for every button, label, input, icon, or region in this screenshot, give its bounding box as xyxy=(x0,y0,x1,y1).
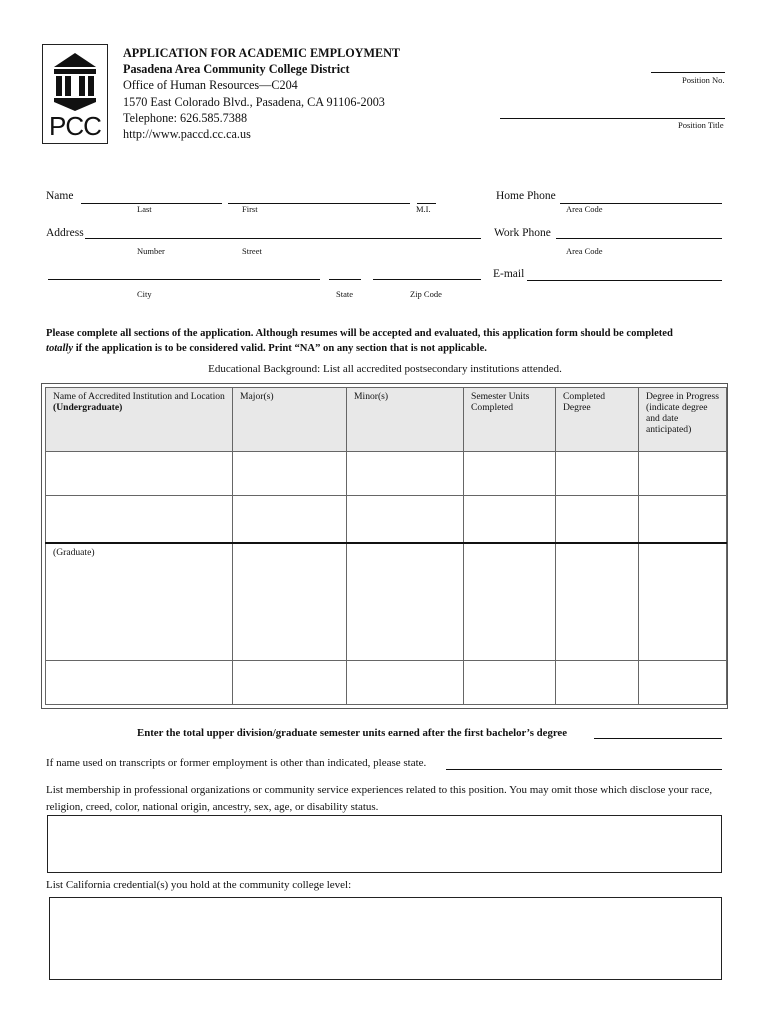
street-caption: Street xyxy=(242,246,262,256)
city-input[interactable] xyxy=(48,265,320,280)
last-caption: Last xyxy=(137,204,152,214)
table-cell[interactable] xyxy=(233,543,347,660)
graduate-row xyxy=(46,660,727,704)
table-cell[interactable] xyxy=(464,543,556,660)
number-caption: Number xyxy=(137,246,165,256)
office-telephone: Telephone: 626.585.7388 xyxy=(123,110,248,125)
position-no-input[interactable] xyxy=(651,58,725,73)
instructions-totally: totally xyxy=(46,342,74,354)
table-cell[interactable] xyxy=(639,543,727,660)
first-caption: First xyxy=(242,204,258,214)
district-name: Pasadena Area Community College District xyxy=(123,62,350,77)
last-name-input[interactable] xyxy=(81,189,222,204)
degree-header: Completed Degree xyxy=(556,388,639,452)
home-phone-input[interactable] xyxy=(560,189,722,204)
upper-units-input[interactable] xyxy=(594,724,722,739)
middle-initial-input[interactable] xyxy=(417,189,436,204)
name-label: Name xyxy=(46,190,74,202)
graduate-row xyxy=(46,543,727,660)
table-cell[interactable] xyxy=(556,660,639,704)
address-label: Address xyxy=(46,227,84,239)
table-cell[interactable] xyxy=(46,452,233,496)
education-table xyxy=(41,383,728,709)
table-cell[interactable] xyxy=(233,496,347,543)
membership-textbox[interactable] xyxy=(47,815,722,873)
work-area-code-caption: Area Code xyxy=(566,246,603,256)
table-cell[interactable] xyxy=(556,496,639,543)
institution-header xyxy=(46,388,233,452)
progress-header: Degree in Progress (indicate degree and date anticipated) xyxy=(639,388,727,452)
instructions xyxy=(46,327,736,356)
upper-units-label: Enter the total upper division/graduate semester units earned after the first bachelor’s degree xyxy=(137,727,568,739)
position-no-label: Position No. xyxy=(682,75,725,85)
form-title: APPLICATION FOR ACADEMIC EMPLOYMENT xyxy=(123,46,401,60)
email-label: E-mail xyxy=(493,268,525,280)
undergrad-row xyxy=(46,496,727,543)
logo-text: PCC xyxy=(49,111,101,141)
instructions-line2: if the application is to be considered valid. Print “NA” on any section that is not applicable. xyxy=(73,342,487,354)
institution-header-text: Name of Accredited Institution and Location xyxy=(53,391,225,402)
first-name-input[interactable] xyxy=(228,189,410,204)
credentials-textbox[interactable] xyxy=(49,897,722,980)
minors-header: Minor(s) xyxy=(347,388,464,452)
table-cell[interactable] xyxy=(639,452,727,496)
office-website: http://www.paccd.cc.ca.us xyxy=(123,127,251,142)
education-caption: Educational Background: List all accredited postsecondary institutions attended. xyxy=(208,363,562,375)
credentials-label: List California credential(s) you hold at the community college level: xyxy=(46,879,352,891)
education-header-row xyxy=(46,388,727,452)
graduate-label-cell[interactable] xyxy=(46,543,233,660)
table-cell[interactable] xyxy=(347,452,464,496)
table-cell[interactable] xyxy=(556,452,639,496)
table-cell[interactable] xyxy=(347,496,464,543)
state-input[interactable] xyxy=(329,265,361,280)
table-cell[interactable] xyxy=(556,543,639,660)
other-name-input[interactable] xyxy=(446,755,722,770)
table-cell[interactable] xyxy=(347,660,464,704)
home-phone-label: Home Phone xyxy=(496,190,556,202)
office-address: 1570 East Colorado Blvd., Pasadena, CA 91106-2003 xyxy=(123,94,385,109)
city-caption: City xyxy=(137,289,152,299)
membership-label: List membership in professional organizations or community service experiences related to this position. You may omit those which disclose your race, religion, creed, color, national origin, ancestry, sex, age, or disability status. xyxy=(46,784,713,813)
table-cell[interactable] xyxy=(46,496,233,543)
table-cell[interactable] xyxy=(46,660,233,704)
pcc-logo xyxy=(42,44,108,144)
other-name-label: If name used on transcripts or former employment is other than indicated, please state. xyxy=(46,757,427,769)
position-title-label: Position Title xyxy=(678,120,724,130)
state-caption: State xyxy=(336,289,353,299)
undergrad-row xyxy=(46,452,727,496)
table-cell[interactable] xyxy=(464,452,556,496)
units-header: Semester Units Completed xyxy=(464,388,556,452)
mi-caption: M.I. xyxy=(416,204,431,214)
majors-header: Major(s) xyxy=(233,388,347,452)
table-cell[interactable] xyxy=(347,543,464,660)
office-name: Office of Human Resources—C204 xyxy=(123,78,298,93)
table-cell[interactable] xyxy=(639,496,727,543)
header-block xyxy=(123,45,400,142)
home-area-code-caption: Area Code xyxy=(566,204,603,214)
zip-caption: Zip Code xyxy=(410,289,442,299)
zip-input[interactable] xyxy=(373,265,481,280)
instructions-line1: Please complete all sections of the application. Although resumes will be accepted and evaluated, this application form should be completed xyxy=(46,328,673,339)
table-cell[interactable] xyxy=(464,660,556,704)
table-cell[interactable] xyxy=(233,452,347,496)
street-address-input[interactable] xyxy=(85,224,481,239)
table-cell[interactable] xyxy=(639,660,727,704)
table-cell[interactable] xyxy=(233,660,347,704)
email-input[interactable] xyxy=(527,266,722,281)
table-cell[interactable] xyxy=(464,496,556,543)
position-title-input[interactable] xyxy=(500,104,725,119)
graduate-label: (Graduate) xyxy=(53,547,95,559)
work-phone-input[interactable] xyxy=(556,224,722,239)
work-phone-label: Work Phone xyxy=(494,227,551,239)
undergraduate-header: (Undergraduate) xyxy=(53,402,123,413)
